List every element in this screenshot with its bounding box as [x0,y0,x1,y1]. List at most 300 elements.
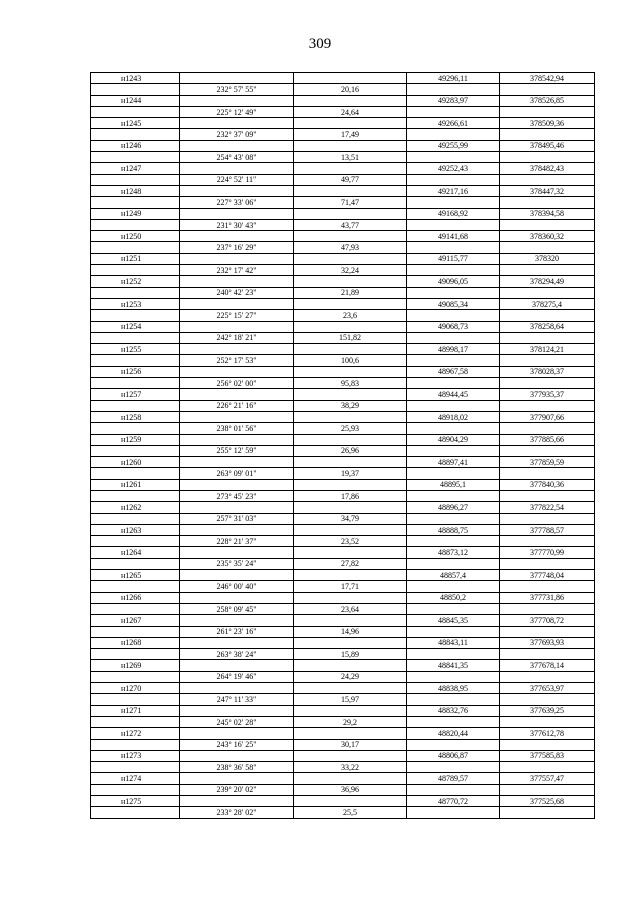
point-name-cell: н1272 [91,728,180,739]
segment-row [91,716,595,727]
distance-cell [294,434,407,445]
point-name-cell [91,84,180,95]
distance-cell: 21,89 [294,287,407,298]
point-row [91,683,595,694]
point-name-cell: н1245 [91,118,180,129]
x-coordinate-cell: 48850,2 [407,592,500,603]
distance-cell: 17,49 [294,129,407,140]
distance-cell [294,750,407,761]
direction-angle-cell: 258° 09' 45" [180,603,294,614]
point-name-cell: н1257 [91,389,180,400]
segment-row [91,558,595,569]
y-coordinate-cell [500,581,595,592]
distance-cell: 95,83 [294,378,407,389]
direction-angle-cell: 263° 09' 01" [180,468,294,479]
direction-angle-cell [180,570,294,581]
y-coordinate-cell: 378275,4 [500,298,595,309]
distance-cell [294,592,407,603]
distance-cell: 27,82 [294,558,407,569]
distance-cell: 30,17 [294,739,407,750]
distance-cell [294,185,407,196]
distance-cell [294,660,407,671]
point-name-cell: н1250 [91,231,180,242]
y-coordinate-cell: 378258,64 [500,321,595,332]
direction-angle-cell [180,750,294,761]
point-name-cell: н1253 [91,298,180,309]
y-coordinate-cell: 377788,57 [500,524,595,535]
point-row [91,570,595,581]
point-row [91,208,595,219]
x-coordinate-cell [407,739,500,750]
point-row [91,502,595,513]
direction-angle-cell: 243° 16' 25" [180,739,294,750]
x-coordinate-cell [407,423,500,434]
segment-row [91,197,595,208]
y-coordinate-cell [500,558,595,569]
segment-row [91,287,595,298]
distance-cell [294,637,407,648]
point-name-cell [91,197,180,208]
distance-cell: 49,77 [294,174,407,185]
point-name-cell [91,332,180,343]
y-coordinate-cell: 378495,46 [500,140,595,151]
direction-angle-cell: 237° 16' 29" [180,242,294,253]
y-coordinate-cell [500,649,595,660]
x-coordinate-cell: 49296,11 [407,73,500,84]
direction-angle-cell [180,411,294,422]
x-coordinate-cell [407,468,500,479]
point-name-cell: н1262 [91,502,180,513]
direction-angle-cell [180,592,294,603]
distance-cell: 100,6 [294,355,407,366]
y-coordinate-cell: 378028,37 [500,366,595,377]
distance-cell [294,208,407,219]
direction-angle-cell [180,344,294,355]
distance-cell: 151,82 [294,332,407,343]
segment-row [91,445,595,456]
direction-angle-cell: 232° 17' 42" [180,265,294,276]
distance-cell: 23,6 [294,310,407,321]
x-coordinate-cell [407,265,500,276]
x-coordinate-cell: 48888,75 [407,524,500,535]
point-row [91,411,595,422]
direction-angle-cell [180,660,294,671]
point-name-cell: н1271 [91,705,180,716]
y-coordinate-cell [500,468,595,479]
direction-angle-cell [180,524,294,535]
y-coordinate-cell: 377708,72 [500,615,595,626]
direction-angle-cell: 257° 31' 03" [180,513,294,524]
distance-cell [294,140,407,151]
point-row [91,95,595,106]
x-coordinate-cell [407,84,500,95]
point-name-cell: н1255 [91,344,180,355]
direction-angle-cell: 254° 43' 08" [180,152,294,163]
x-coordinate-cell [407,513,500,524]
x-coordinate-cell: 48770,72 [407,796,500,807]
y-coordinate-cell: 378294,49 [500,276,595,287]
direction-angle-cell [180,95,294,106]
direction-angle-cell: 255° 12' 59" [180,445,294,456]
y-coordinate-cell: 377885,66 [500,434,595,445]
x-coordinate-cell [407,603,500,614]
point-row [91,750,595,761]
x-coordinate-cell [407,378,500,389]
distance-cell [294,502,407,513]
y-coordinate-cell [500,716,595,727]
x-coordinate-cell [407,310,500,321]
x-coordinate-cell [407,400,500,411]
direction-angle-cell [180,389,294,400]
y-coordinate-cell: 378124,21 [500,344,595,355]
y-coordinate-cell: 377525,68 [500,796,595,807]
point-name-cell [91,106,180,117]
distance-cell [294,366,407,377]
y-coordinate-cell [500,807,595,818]
direction-angle-cell [180,615,294,626]
y-coordinate-cell [500,784,595,795]
direction-angle-cell [180,547,294,558]
y-coordinate-cell [500,400,595,411]
direction-angle-cell [180,502,294,513]
point-name-cell: н1263 [91,524,180,535]
point-row [91,660,595,671]
y-coordinate-cell: 378394,58 [500,208,595,219]
direction-angle-cell [180,773,294,784]
segment-row [91,265,595,276]
y-coordinate-cell: 378526,85 [500,95,595,106]
y-coordinate-cell [500,671,595,682]
x-coordinate-cell: 48944,45 [407,389,500,400]
x-coordinate-cell [407,558,500,569]
distance-cell: 17,86 [294,490,407,501]
y-coordinate-cell: 377935,37 [500,389,595,400]
segment-row [91,219,595,230]
direction-angle-cell: 238° 01' 56" [180,423,294,434]
direction-angle-cell: 252° 17' 53" [180,355,294,366]
point-name-cell [91,558,180,569]
y-coordinate-cell [500,197,595,208]
direction-angle-cell [180,276,294,287]
distance-cell: 14,96 [294,626,407,637]
direction-angle-cell [180,253,294,264]
direction-angle-cell: 239° 20' 02" [180,784,294,795]
x-coordinate-cell [407,784,500,795]
segment-row [91,784,595,795]
y-coordinate-cell [500,513,595,524]
distance-cell [294,344,407,355]
direction-angle-cell: 245° 02' 28" [180,716,294,727]
point-row [91,140,595,151]
point-name-cell [91,445,180,456]
point-name-cell: н1247 [91,163,180,174]
point-row [91,728,595,739]
point-name-cell [91,762,180,773]
point-name-cell: н1251 [91,253,180,264]
point-name-cell: н1265 [91,570,180,581]
x-coordinate-cell [407,626,500,637]
x-coordinate-cell [407,671,500,682]
segment-row [91,807,595,818]
x-coordinate-cell: 48843,11 [407,637,500,648]
x-coordinate-cell: 48998,17 [407,344,500,355]
distance-cell [294,231,407,242]
y-coordinate-cell [500,536,595,547]
direction-angle-cell: 225° 15' 27" [180,310,294,321]
y-coordinate-cell: 377840,36 [500,479,595,490]
y-coordinate-cell: 377653,97 [500,683,595,694]
point-row [91,615,595,626]
point-row [91,253,595,264]
y-coordinate-cell: 377693,93 [500,637,595,648]
point-name-cell: н1269 [91,660,180,671]
y-coordinate-cell [500,445,595,456]
x-coordinate-cell: 49096,05 [407,276,500,287]
point-name-cell [91,490,180,501]
y-coordinate-cell [500,423,595,434]
x-coordinate-cell [407,287,500,298]
x-coordinate-cell: 48896,27 [407,502,500,513]
point-row [91,163,595,174]
point-row [91,434,595,445]
point-name-cell [91,242,180,253]
y-coordinate-cell [500,265,595,276]
point-name-cell: н1249 [91,208,180,219]
y-coordinate-cell: 378482,43 [500,163,595,174]
segment-row [91,739,595,750]
x-coordinate-cell [407,490,500,501]
distance-cell: 20,16 [294,84,407,95]
y-coordinate-cell: 377907,66 [500,411,595,422]
distance-cell [294,118,407,129]
direction-angle-cell [180,434,294,445]
distance-cell: 47,93 [294,242,407,253]
distance-cell [294,615,407,626]
x-coordinate-cell [407,129,500,140]
direction-angle-cell [180,683,294,694]
point-row [91,796,595,807]
direction-angle-cell: 263° 38' 24" [180,649,294,660]
segment-row [91,84,595,95]
x-coordinate-cell: 48789,57 [407,773,500,784]
distance-cell: 36,96 [294,784,407,795]
y-coordinate-cell: 378320 [500,253,595,264]
point-name-cell [91,310,180,321]
point-name-cell [91,152,180,163]
x-coordinate-cell: 49068,73 [407,321,500,332]
segment-row [91,423,595,434]
distance-cell: 24,64 [294,106,407,117]
segment-row [91,106,595,117]
distance-cell [294,321,407,332]
distance-cell: 29,2 [294,716,407,727]
distance-cell: 38,29 [294,400,407,411]
direction-angle-cell: 228° 21' 37" [180,536,294,547]
x-coordinate-cell [407,762,500,773]
distance-cell: 71,47 [294,197,407,208]
direction-angle-cell [180,796,294,807]
point-row [91,276,595,287]
x-coordinate-cell [407,445,500,456]
y-coordinate-cell [500,332,595,343]
point-name-cell [91,265,180,276]
y-coordinate-cell [500,152,595,163]
point-name-cell: н1273 [91,750,180,761]
direction-angle-cell [180,140,294,151]
point-name-cell [91,400,180,411]
segment-row [91,490,595,501]
distance-cell: 24,29 [294,671,407,682]
x-coordinate-cell: 49141,68 [407,231,500,242]
y-coordinate-cell [500,739,595,750]
distance-cell: 13,51 [294,152,407,163]
y-coordinate-cell [500,603,595,614]
distance-cell: 23,64 [294,603,407,614]
x-coordinate-cell: 48838,95 [407,683,500,694]
x-coordinate-cell [407,174,500,185]
x-coordinate-cell [407,197,500,208]
point-name-cell: н1275 [91,796,180,807]
point-name-cell: н1254 [91,321,180,332]
point-name-cell: н1267 [91,615,180,626]
direction-angle-cell: 235° 35' 24" [180,558,294,569]
point-name-cell: н1274 [91,773,180,784]
y-coordinate-cell: 377678,14 [500,660,595,671]
x-coordinate-cell: 49115,77 [407,253,500,264]
point-row [91,344,595,355]
x-coordinate-cell: 49085,34 [407,298,500,309]
point-name-cell [91,468,180,479]
x-coordinate-cell: 48820,44 [407,728,500,739]
x-coordinate-cell: 48841,35 [407,660,500,671]
direction-angle-cell: 264° 19' 46" [180,671,294,682]
x-coordinate-cell: 48918,02 [407,411,500,422]
point-name-cell [91,355,180,366]
direction-angle-cell [180,118,294,129]
distance-cell [294,298,407,309]
point-name-cell [91,807,180,818]
y-coordinate-cell: 377557,47 [500,773,595,784]
segment-row [91,536,595,547]
point-row [91,231,595,242]
distance-cell: 23,52 [294,536,407,547]
page-number: 309 [308,36,332,52]
segment-row [91,649,595,660]
y-coordinate-cell: 377731,86 [500,592,595,603]
x-coordinate-cell [407,536,500,547]
direction-angle-cell [180,479,294,490]
distance-cell [294,411,407,422]
direction-angle-cell [180,231,294,242]
y-coordinate-cell: 377612,78 [500,728,595,739]
distance-cell: 34,79 [294,513,407,524]
distance-cell: 25,93 [294,423,407,434]
point-name-cell: н1252 [91,276,180,287]
y-coordinate-cell [500,490,595,501]
distance-cell: 17,71 [294,581,407,592]
y-coordinate-cell: 378542,94 [500,73,595,84]
point-name-cell: н1261 [91,479,180,490]
distance-cell [294,796,407,807]
direction-angle-cell [180,705,294,716]
point-name-cell [91,603,180,614]
direction-angle-cell: 227° 33' 06" [180,197,294,208]
x-coordinate-cell: 48895,1 [407,479,500,490]
point-name-cell: н1260 [91,457,180,468]
direction-angle-cell: 247° 11' 33" [180,694,294,705]
distance-cell [294,253,407,264]
y-coordinate-cell [500,355,595,366]
x-coordinate-cell: 49252,43 [407,163,500,174]
x-coordinate-cell [407,649,500,660]
segment-row [91,378,595,389]
distance-cell: 26,96 [294,445,407,456]
point-name-cell: н1248 [91,185,180,196]
y-coordinate-cell [500,129,595,140]
point-name-cell: н1256 [91,366,180,377]
distance-cell [294,547,407,558]
y-coordinate-cell [500,219,595,230]
direction-angle-cell [180,163,294,174]
direction-angle-cell: 240° 42' 23" [180,287,294,298]
point-row [91,298,595,309]
point-row [91,592,595,603]
distance-cell [294,389,407,400]
y-coordinate-cell [500,762,595,773]
point-row [91,185,595,196]
x-coordinate-cell [407,106,500,117]
segment-row [91,310,595,321]
distance-cell: 19,37 [294,468,407,479]
direction-angle-cell: 226° 21' 16" [180,400,294,411]
distance-cell [294,73,407,84]
y-coordinate-cell: 377822,54 [500,502,595,513]
point-row [91,705,595,716]
y-coordinate-cell: 377639,25 [500,705,595,716]
point-name-cell [91,513,180,524]
point-row [91,73,595,84]
point-name-cell: н1243 [91,73,180,84]
direction-angle-cell: 273° 45' 23" [180,490,294,501]
x-coordinate-cell: 48897,41 [407,457,500,468]
direction-angle-cell: 231° 30' 43" [180,219,294,230]
direction-angle-cell: 261° 23' 16" [180,626,294,637]
y-coordinate-cell [500,378,595,389]
y-coordinate-cell [500,287,595,298]
y-coordinate-cell [500,310,595,321]
direction-angle-cell: 238° 36' 58" [180,762,294,773]
point-name-cell: н1266 [91,592,180,603]
direction-angle-cell: 246° 00' 40" [180,581,294,592]
distance-cell [294,163,407,174]
y-coordinate-cell: 377770,99 [500,547,595,558]
x-coordinate-cell [407,694,500,705]
direction-angle-cell [180,73,294,84]
x-coordinate-cell [407,242,500,253]
distance-cell [294,457,407,468]
direction-angle-cell [180,321,294,332]
x-coordinate-cell: 48904,29 [407,434,500,445]
distance-cell [294,570,407,581]
segment-row [91,626,595,637]
point-name-cell [91,378,180,389]
coordinates-table [90,72,595,819]
segment-row [91,332,595,343]
point-name-cell: н1244 [91,95,180,106]
x-coordinate-cell: 48967,58 [407,366,500,377]
point-name-cell: н1264 [91,547,180,558]
segment-row [91,129,595,140]
